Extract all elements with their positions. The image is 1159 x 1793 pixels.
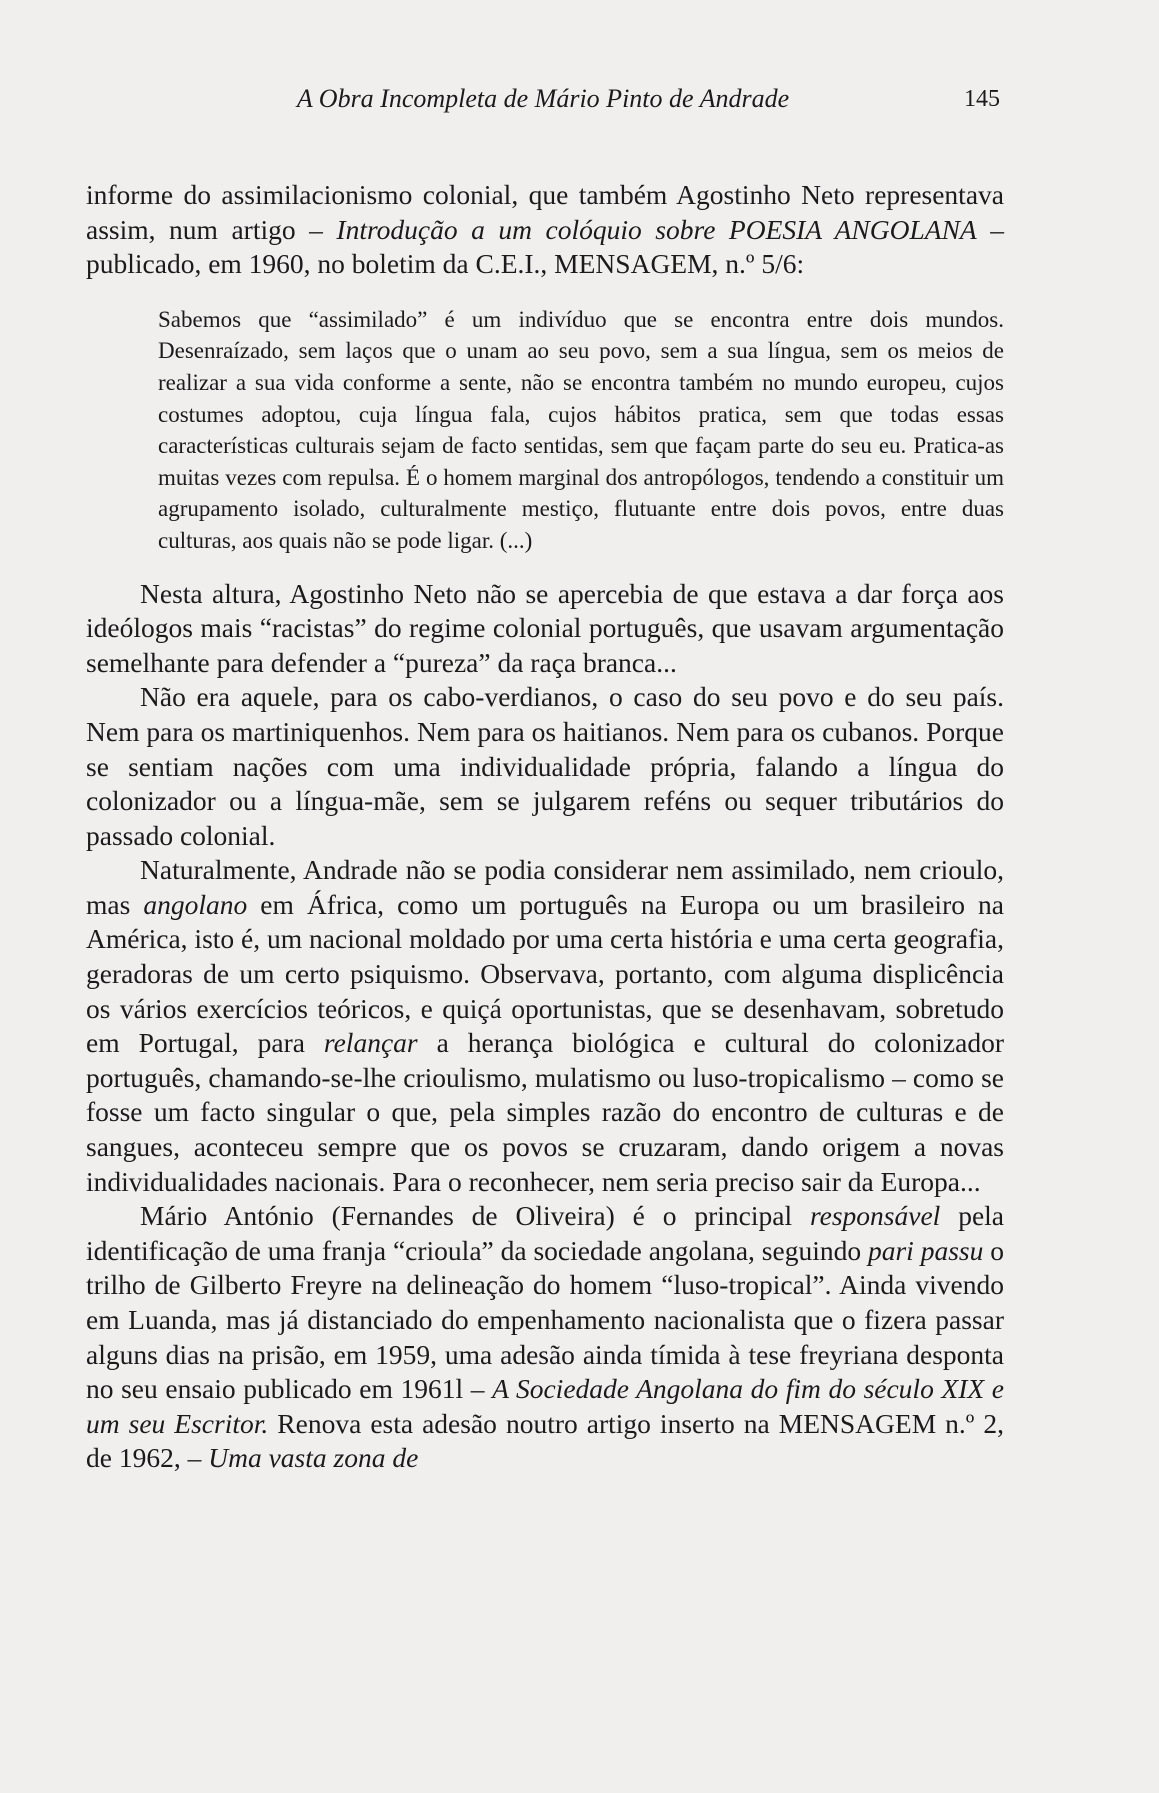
text-run: Mário António (Fernandes de Oliveira) é o principal [140, 1200, 810, 1232]
block-quote [158, 304, 1004, 557]
paragraph: Não era aquele, para os cabo-verdianos, o caso do seu povo e do seu país. Nem para os martiniquenhos. Nem para os haitianos. Nem para os cubanos. Porque se sentiam nações com uma individualidade própria, falando a língua do colonizador ou a língua-mãe, sem se julgarem reféns ou sequer tributários do passado colonial. [86, 681, 1004, 851]
text-run: em África, como um português na Europa ou um brasileiro na América, isto é, um nacional moldado por uma certa história e uma certa geografia, geradoras de um certo psiquismo. Observava, portanto, com alguma displicência os vários exercícios teóricos, e quiçá oportunistas, que se desenhavam, sobretudo em Portugal, para [86, 888, 1004, 1059]
text-run: a herança biológica e cultural do colonizador português, chamando-se-lhe crioulismo, mulatismo ou luso-tropicalismo – como se fosse um facto singular o que, pela simples razão do encontro de culturas e de sangues, aconteceu sempre que os povos se cruzaram, dando origem a novas individualidades nacionais. Para o reconhecer, nem seria preciso sair da Europa... [86, 1027, 1004, 1197]
text-run: Renova esta adesão noutro artigo inserto na MENSAGEM n.º 2, de 1962, – [86, 1407, 1004, 1474]
emphasis: angolano [143, 888, 248, 920]
text-run: o trilho de Gilberto Freyre na delineação do homem “luso-tropical”. Ainda vivendo em Luanda, mas já distanciado do empenhamento nacionalista que o fizera passar alguns dias na prisão, em 1959, uma adesão ainda tímida à tese freyriana desponta no seu ensaio publicado em 1961l – [86, 1234, 1005, 1405]
text-run: informe do assimilacionismo colonial, que também Agostinho Neto representava assim, num artigo – [86, 179, 1004, 245]
paragraph [86, 853, 1004, 1199]
article-title: Introdução a um colóquio sobre POESIA ANGOLANA [336, 213, 977, 245]
quote-text: Sabemos que “assimilado” é um indivíduo que se encontra entre dois mundos. Desenraízado, sem laços que o unam ao seu povo, sem a sua língua, sem os meios de realizar a sua vida conforme a sente, não se encontra também no mundo europeu, cujos costumes adoptou, cuja língua fala, cujos hábitos pratica, sem que todas essas características culturais sejam de facto sentidas, sem que façam parte do seu eu. Pratica-as muitas vezes com repulsa. É o homem marginal dos antropólogos, tendendo a constituir um agrupamento isolado, culturalmente mestiço, flutuante entre dois povos, entre duas culturas, aos quais não se pode ligar. (...) [158, 306, 1004, 553]
running-title: A Obra Incompleta de Mário Pinto de Andrade [296, 84, 790, 113]
essay-title: A Sociedade Angolana do fim do século XIX e um seu Escritor. [86, 1373, 1004, 1439]
emphasis: pari passu [867, 1234, 984, 1266]
running-head [86, 84, 1000, 124]
text-run: Naturalmente, Andrade não se podia considerar nem assimilado, nem crioulo, mas [86, 854, 1004, 920]
article-title: Uma vasta zona de [208, 1442, 419, 1474]
emphasis: responsável [809, 1200, 941, 1232]
text-run: – publicado, em 1960, no boletim da C.E.I., MENSAGEM, n.º 5/6: [86, 213, 1004, 280]
body-text [86, 178, 1004, 1476]
paragraph: Nesta altura, Agostinho Neto não se apercebia de que estava a dar força aos ideólogos mais “racistas” do regime colonial português, que usavam argumentação semelhante para defender a “pureza” da raça branca... [86, 577, 1004, 678]
page-number: 145 [964, 86, 1000, 112]
paragraph [86, 1199, 1004, 1476]
text-run: pela identificação de uma franja “crioula” da sociedade angolana, seguindo [86, 1200, 1004, 1266]
emphasis: relançar [323, 1027, 418, 1059]
paragraph [86, 178, 1004, 282]
